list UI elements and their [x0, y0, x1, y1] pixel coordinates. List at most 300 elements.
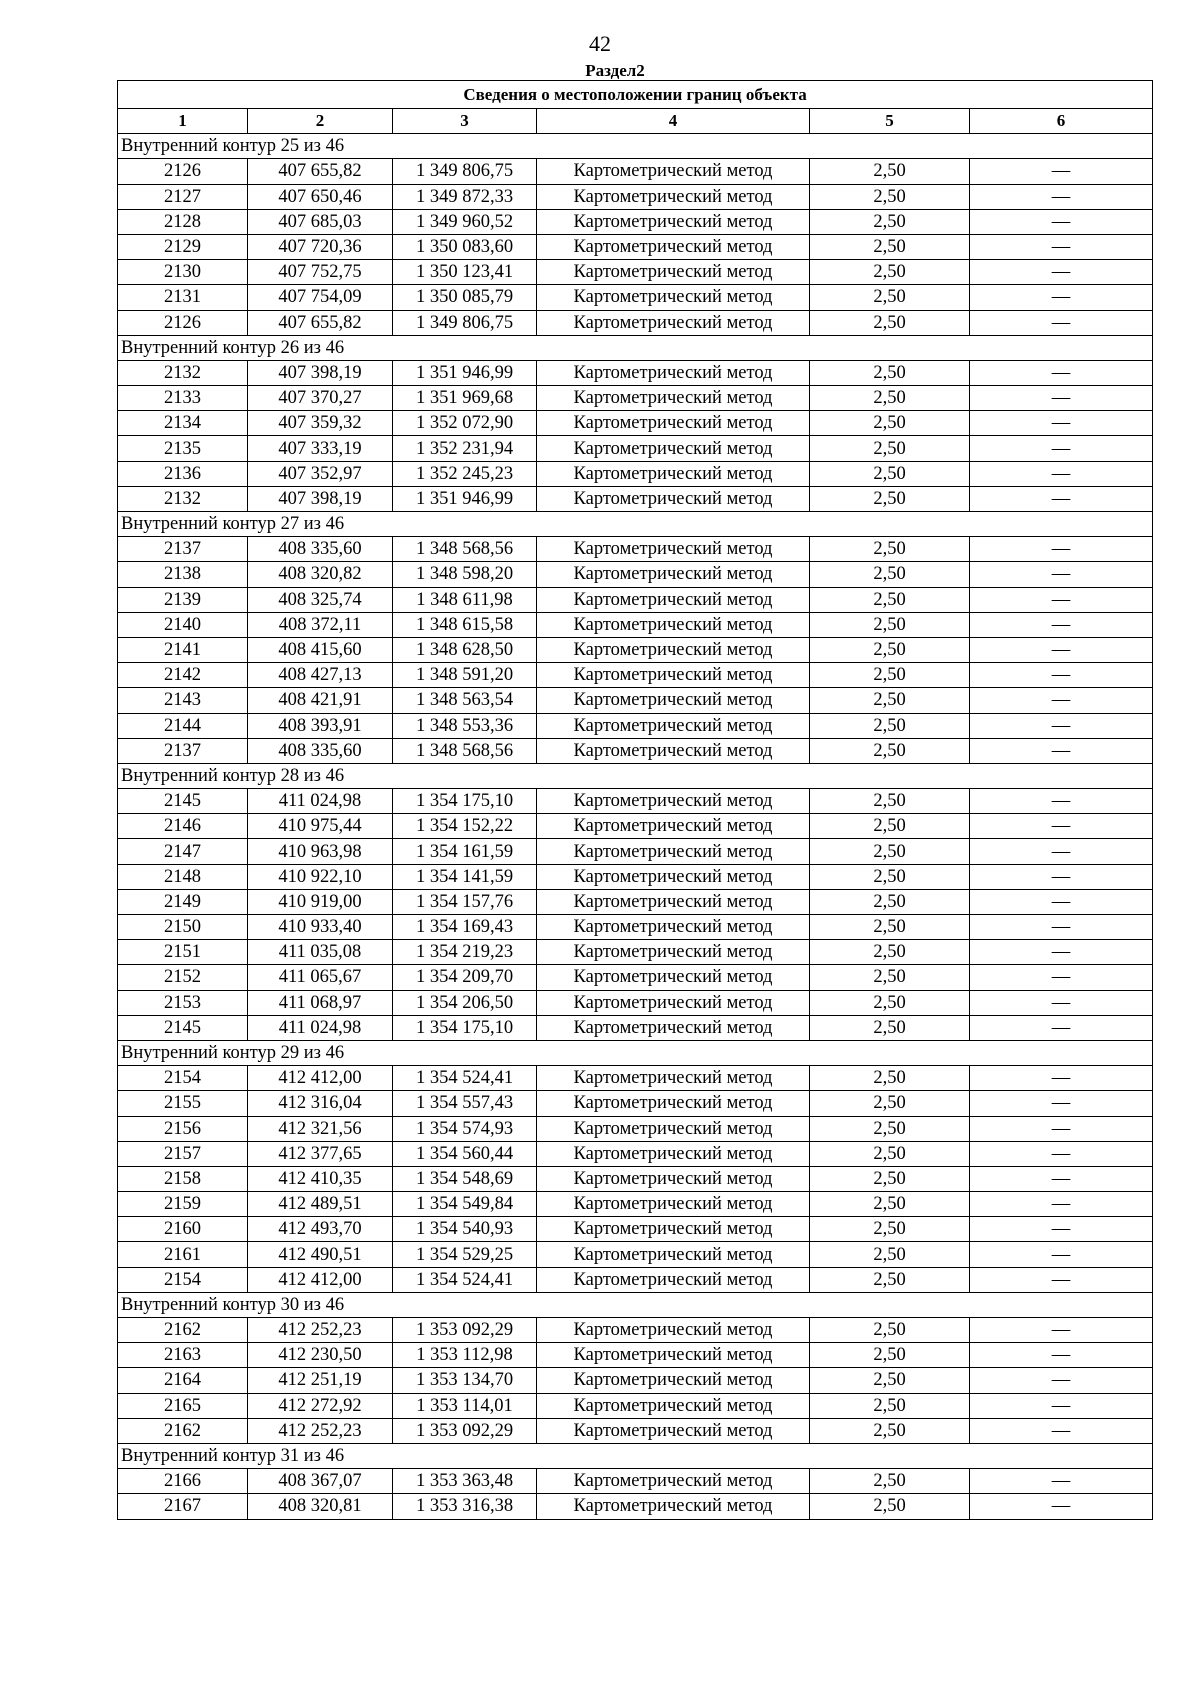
description-cell: — [970, 386, 1153, 411]
accuracy-cell: 2,50 [810, 1267, 970, 1292]
point-number-cell: 2157 [118, 1141, 248, 1166]
description-cell: — [970, 915, 1153, 940]
point-number-cell: 2156 [118, 1116, 248, 1141]
coordinate-x-cell: 411 024,98 [248, 789, 393, 814]
method-cell: Картометрический метод [537, 285, 810, 310]
accuracy-cell: 2,50 [810, 889, 970, 914]
method-cell: Картометрический метод [537, 864, 810, 889]
accuracy-cell: 2,50 [810, 1368, 970, 1393]
coordinate-x-cell: 412 252,23 [248, 1418, 393, 1443]
description-cell: — [970, 486, 1153, 511]
coordinate-x-cell: 412 489,51 [248, 1192, 393, 1217]
accuracy-cell: 2,50 [810, 436, 970, 461]
description-cell: — [970, 889, 1153, 914]
description-cell: — [970, 789, 1153, 814]
coordinate-x-cell: 412 251,19 [248, 1368, 393, 1393]
description-cell: — [970, 814, 1153, 839]
point-number-cell: 2160 [118, 1217, 248, 1242]
table-row [118, 738, 1153, 763]
method-cell: Картометрический метод [537, 1166, 810, 1191]
coordinate-y-cell: 1 348 591,20 [393, 663, 537, 688]
table-row [118, 940, 1153, 965]
coordinate-x-cell: 411 024,98 [248, 1015, 393, 1040]
point-number-cell: 2161 [118, 1242, 248, 1267]
table-row [118, 1141, 1153, 1166]
accuracy-cell: 2,50 [810, 864, 970, 889]
point-number-cell: 2145 [118, 1015, 248, 1040]
method-cell: Картометрический метод [537, 889, 810, 914]
coordinate-y-cell: 1 354 574,93 [393, 1116, 537, 1141]
point-number-cell: 2163 [118, 1343, 248, 1368]
table-row [118, 789, 1153, 814]
description-cell: — [970, 1469, 1153, 1494]
table-row [118, 663, 1153, 688]
column-number-row [118, 109, 1153, 134]
table-row [118, 915, 1153, 940]
description-cell: — [970, 1015, 1153, 1040]
table-row [118, 612, 1153, 637]
description-cell: — [970, 1368, 1153, 1393]
contour-group-row [118, 335, 1153, 360]
coordinate-y-cell: 1 350 123,41 [393, 260, 537, 285]
coordinate-y-cell: 1 353 092,29 [393, 1418, 537, 1443]
accuracy-cell: 2,50 [810, 386, 970, 411]
coordinate-x-cell: 412 321,56 [248, 1116, 393, 1141]
method-cell: Картометрический метод [537, 537, 810, 562]
coordinate-y-cell: 1 348 568,56 [393, 537, 537, 562]
point-number-cell: 2139 [118, 587, 248, 612]
point-number-cell: 2145 [118, 789, 248, 814]
accuracy-cell: 2,50 [810, 738, 970, 763]
table-row [118, 1469, 1153, 1494]
accuracy-cell: 2,50 [810, 940, 970, 965]
method-cell: Картометрический метод [537, 234, 810, 259]
point-number-cell: 2135 [118, 436, 248, 461]
coordinate-x-cell: 408 335,60 [248, 537, 393, 562]
method-cell: Картометрический метод [537, 1066, 810, 1091]
accuracy-cell: 2,50 [810, 1091, 970, 1116]
table-row [118, 814, 1153, 839]
method-cell: Картометрический метод [537, 260, 810, 285]
method-cell: Картометрический метод [537, 184, 810, 209]
description-cell: — [970, 461, 1153, 486]
point-number-cell: 2153 [118, 990, 248, 1015]
coordinate-x-cell: 407 370,27 [248, 386, 393, 411]
accuracy-cell: 2,50 [810, 562, 970, 587]
method-cell: Картометрический метод [537, 940, 810, 965]
description-cell: — [970, 1192, 1153, 1217]
coordinate-y-cell: 1 354 161,59 [393, 839, 537, 864]
accuracy-cell: 2,50 [810, 1343, 970, 1368]
coordinate-y-cell: 1 348 598,20 [393, 562, 537, 587]
accuracy-cell: 2,50 [810, 1192, 970, 1217]
coordinate-x-cell: 408 427,13 [248, 663, 393, 688]
table-row [118, 1015, 1153, 1040]
coordinate-x-cell: 410 933,40 [248, 915, 393, 940]
accuracy-cell: 2,50 [810, 1418, 970, 1443]
point-number-cell: 2137 [118, 738, 248, 763]
page-number: 42 [589, 31, 611, 56]
method-cell: Картометрический метод [537, 1015, 810, 1040]
description-cell: — [970, 360, 1153, 385]
description-cell: — [970, 612, 1153, 637]
point-number-cell: 2134 [118, 411, 248, 436]
table-row [118, 1267, 1153, 1292]
point-number-cell: 2141 [118, 637, 248, 662]
accuracy-cell: 2,50 [810, 486, 970, 511]
point-number-cell: 2133 [118, 386, 248, 411]
method-cell: Картометрический метод [537, 1217, 810, 1242]
coordinate-y-cell: 1 354 209,70 [393, 965, 537, 990]
point-number-cell: 2152 [118, 965, 248, 990]
point-number-cell: 2162 [118, 1418, 248, 1443]
description-cell: — [970, 1343, 1153, 1368]
description-cell: — [970, 411, 1153, 436]
coordinate-x-cell: 407 754,09 [248, 285, 393, 310]
method-cell: Картометрический метод [537, 1318, 810, 1343]
description-cell: — [970, 1494, 1153, 1519]
description-cell: — [970, 688, 1153, 713]
description-cell: — [970, 1217, 1153, 1242]
point-number-cell: 2151 [118, 940, 248, 965]
description-cell: — [970, 1066, 1153, 1091]
accuracy-cell: 2,50 [810, 310, 970, 335]
coordinate-x-cell: 408 372,11 [248, 612, 393, 637]
accuracy-cell: 2,50 [810, 159, 970, 184]
coordinate-y-cell: 1 350 085,79 [393, 285, 537, 310]
accuracy-cell: 2,50 [810, 688, 970, 713]
coordinate-y-cell: 1 353 363,48 [393, 1469, 537, 1494]
method-cell: Картометрический метод [537, 1418, 810, 1443]
coordinate-y-cell: 1 349 806,75 [393, 310, 537, 335]
description-cell: — [970, 562, 1153, 587]
point-number-cell: 2164 [118, 1368, 248, 1393]
coordinate-x-cell: 407 655,82 [248, 310, 393, 335]
method-cell: Картометрический метод [537, 637, 810, 662]
coordinate-x-cell: 412 252,23 [248, 1318, 393, 1343]
method-cell: Картометрический метод [537, 915, 810, 940]
accuracy-cell: 2,50 [810, 1066, 970, 1091]
coordinate-y-cell: 1 349 872,33 [393, 184, 537, 209]
description-cell: — [970, 663, 1153, 688]
method-cell: Картометрический метод [537, 562, 810, 587]
coordinate-y-cell: 1 351 946,99 [393, 486, 537, 511]
coordinate-x-cell: 412 412,00 [248, 1066, 393, 1091]
table-row [118, 1318, 1153, 1343]
point-number-cell: 2162 [118, 1318, 248, 1343]
coordinate-y-cell: 1 354 169,43 [393, 915, 537, 940]
point-number-cell: 2155 [118, 1091, 248, 1116]
table-row [118, 1393, 1153, 1418]
description-cell: — [970, 184, 1153, 209]
coordinate-y-cell: 1 354 175,10 [393, 1015, 537, 1040]
coordinate-x-cell: 411 065,67 [248, 965, 393, 990]
table-row [118, 688, 1153, 713]
coordinate-y-cell: 1 354 206,50 [393, 990, 537, 1015]
contour-group-row [118, 512, 1153, 537]
column-header-6: 6 [970, 109, 1153, 134]
coordinate-y-cell: 1 348 628,50 [393, 637, 537, 662]
coordinate-y-cell: 1 354 219,23 [393, 940, 537, 965]
contour-title: Внутренний контур 28 из 46 [118, 763, 1153, 788]
coordinate-x-cell: 407 398,19 [248, 486, 393, 511]
coordinate-y-cell: 1 352 072,90 [393, 411, 537, 436]
coordinate-y-cell: 1 354 557,43 [393, 1091, 537, 1116]
point-number-cell: 2146 [118, 814, 248, 839]
accuracy-cell: 2,50 [810, 537, 970, 562]
description-cell: — [970, 1267, 1153, 1292]
coordinate-x-cell: 410 975,44 [248, 814, 393, 839]
coordinate-x-cell: 407 398,19 [248, 360, 393, 385]
coordinate-y-cell: 1 354 548,69 [393, 1166, 537, 1191]
description-cell: — [970, 713, 1153, 738]
table-row [118, 234, 1153, 259]
table-row [118, 637, 1153, 662]
method-cell: Картометрический метод [537, 1494, 810, 1519]
method-cell: Картометрический метод [537, 789, 810, 814]
coordinate-y-cell: 1 354 524,41 [393, 1267, 537, 1292]
coordinate-y-cell: 1 348 568,56 [393, 738, 537, 763]
description-cell: — [970, 436, 1153, 461]
description-cell: — [970, 209, 1153, 234]
coordinate-x-cell: 408 325,74 [248, 587, 393, 612]
method-cell: Картометрический метод [537, 1192, 810, 1217]
accuracy-cell: 2,50 [810, 637, 970, 662]
description-cell: — [970, 990, 1153, 1015]
column-header-3: 3 [393, 109, 537, 134]
table-row [118, 285, 1153, 310]
table-row [118, 209, 1153, 234]
contour-group-row [118, 1443, 1153, 1468]
coordinate-y-cell: 1 354 152,22 [393, 814, 537, 839]
table-row [118, 537, 1153, 562]
description-cell: — [970, 1242, 1153, 1267]
table-row [118, 461, 1153, 486]
coordinate-y-cell: 1 348 615,58 [393, 612, 537, 637]
point-number-cell: 2136 [118, 461, 248, 486]
description-cell: — [970, 1318, 1153, 1343]
accuracy-cell: 2,50 [810, 1469, 970, 1494]
coordinate-y-cell: 1 350 083,60 [393, 234, 537, 259]
description-cell: — [970, 537, 1153, 562]
point-number-cell: 2130 [118, 260, 248, 285]
table-row [118, 1091, 1153, 1116]
point-number-cell: 2126 [118, 159, 248, 184]
method-cell: Картометрический метод [537, 1116, 810, 1141]
coordinate-y-cell: 1 353 112,98 [393, 1343, 537, 1368]
accuracy-cell: 2,50 [810, 1015, 970, 1040]
coordinate-x-cell: 408 320,82 [248, 562, 393, 587]
description-cell: — [970, 1393, 1153, 1418]
method-cell: Картометрический метод [537, 738, 810, 763]
method-cell: Картометрический метод [537, 436, 810, 461]
contour-title: Внутренний контур 26 из 46 [118, 335, 1153, 360]
coordinate-y-cell: 1 351 969,68 [393, 386, 537, 411]
contour-title: Внутренний контур 29 из 46 [118, 1040, 1153, 1065]
description-cell: — [970, 159, 1153, 184]
accuracy-cell: 2,50 [810, 411, 970, 436]
coordinate-x-cell: 408 421,91 [248, 688, 393, 713]
table-row [118, 1418, 1153, 1443]
point-number-cell: 2154 [118, 1066, 248, 1091]
table-row [118, 1192, 1153, 1217]
point-number-cell: 2144 [118, 713, 248, 738]
table-row [118, 310, 1153, 335]
method-cell: Картометрический метод [537, 713, 810, 738]
coordinate-x-cell: 410 963,98 [248, 839, 393, 864]
accuracy-cell: 2,50 [810, 839, 970, 864]
coordinate-y-cell: 1 348 563,54 [393, 688, 537, 713]
method-cell: Картометрический метод [537, 411, 810, 436]
column-header-5: 5 [810, 109, 970, 134]
point-number-cell: 2140 [118, 612, 248, 637]
description-cell: — [970, 1418, 1153, 1443]
coordinate-x-cell: 410 919,00 [248, 889, 393, 914]
coordinate-y-cell: 1 354 560,44 [393, 1141, 537, 1166]
point-number-cell: 2166 [118, 1469, 248, 1494]
coordinate-y-cell: 1 349 960,52 [393, 209, 537, 234]
point-number-cell: 2127 [118, 184, 248, 209]
method-cell: Картометрический метод [537, 159, 810, 184]
table-row [118, 1343, 1153, 1368]
point-number-cell: 2149 [118, 889, 248, 914]
method-cell: Картометрический метод [537, 663, 810, 688]
accuracy-cell: 2,50 [810, 461, 970, 486]
coordinate-x-cell: 408 393,91 [248, 713, 393, 738]
coordinate-y-cell: 1 352 245,23 [393, 461, 537, 486]
table-row [118, 965, 1153, 990]
description-cell: — [970, 839, 1153, 864]
point-number-cell: 2137 [118, 537, 248, 562]
accuracy-cell: 2,50 [810, 814, 970, 839]
description-cell: — [970, 1166, 1153, 1191]
method-cell: Картометрический метод [537, 688, 810, 713]
coordinate-x-cell: 412 490,51 [248, 1242, 393, 1267]
contour-group-row [118, 134, 1153, 159]
accuracy-cell: 2,50 [810, 360, 970, 385]
point-number-cell: 2147 [118, 839, 248, 864]
point-number-cell: 2142 [118, 663, 248, 688]
description-cell: — [970, 1141, 1153, 1166]
table-row [118, 1368, 1153, 1393]
accuracy-cell: 2,50 [810, 260, 970, 285]
method-cell: Картометрический метод [537, 310, 810, 335]
method-cell: Картометрический метод [537, 1242, 810, 1267]
coordinate-x-cell: 408 415,60 [248, 637, 393, 662]
coordinate-x-cell: 412 230,50 [248, 1343, 393, 1368]
coordinate-y-cell: 1 354 540,93 [393, 1217, 537, 1242]
point-number-cell: 2126 [118, 310, 248, 335]
table-row [118, 562, 1153, 587]
description-cell: — [970, 864, 1153, 889]
column-header-2: 2 [248, 109, 393, 134]
point-number-cell: 2148 [118, 864, 248, 889]
accuracy-cell: 2,50 [810, 1242, 970, 1267]
accuracy-cell: 2,50 [810, 1393, 970, 1418]
table-row [118, 990, 1153, 1015]
contour-title: Внутренний контур 27 из 46 [118, 512, 1153, 537]
coordinate-y-cell: 1 348 553,36 [393, 713, 537, 738]
table-row [118, 159, 1153, 184]
table-row [118, 436, 1153, 461]
coordinate-y-cell: 1 354 529,25 [393, 1242, 537, 1267]
accuracy-cell: 2,50 [810, 1217, 970, 1242]
coordinate-y-cell: 1 354 524,41 [393, 1066, 537, 1091]
point-number-cell: 2132 [118, 360, 248, 385]
description-cell: — [970, 260, 1153, 285]
table-caption: Сведения о местоположении границ объекта [118, 81, 1153, 109]
table-row [118, 1217, 1153, 1242]
coordinate-x-cell: 412 316,04 [248, 1091, 393, 1116]
table-row [118, 864, 1153, 889]
table-row [118, 486, 1153, 511]
point-number-cell: 2128 [118, 209, 248, 234]
coordinate-y-cell: 1 353 092,29 [393, 1318, 537, 1343]
point-number-cell: 2154 [118, 1267, 248, 1292]
accuracy-cell: 2,50 [810, 587, 970, 612]
coordinate-x-cell: 407 685,03 [248, 209, 393, 234]
method-cell: Картометрический метод [537, 486, 810, 511]
table-row [118, 839, 1153, 864]
description-cell: — [970, 940, 1153, 965]
description-cell: — [970, 965, 1153, 990]
accuracy-cell: 2,50 [810, 1318, 970, 1343]
accuracy-cell: 2,50 [810, 915, 970, 940]
boundary-coordinates-table [117, 80, 1153, 1520]
table-row [118, 1116, 1153, 1141]
description-cell: — [970, 637, 1153, 662]
description-cell: — [970, 587, 1153, 612]
point-number-cell: 2165 [118, 1393, 248, 1418]
method-cell: Картометрический метод [537, 461, 810, 486]
coordinate-x-cell: 411 035,08 [248, 940, 393, 965]
method-cell: Картометрический метод [537, 587, 810, 612]
accuracy-cell: 2,50 [810, 1141, 970, 1166]
coordinate-x-cell: 412 493,70 [248, 1217, 393, 1242]
point-number-cell: 2150 [118, 915, 248, 940]
coordinate-x-cell: 408 320,81 [248, 1494, 393, 1519]
coordinate-y-cell: 1 353 114,01 [393, 1393, 537, 1418]
coordinate-x-cell: 410 922,10 [248, 864, 393, 889]
point-number-cell: 2131 [118, 285, 248, 310]
method-cell: Картометрический метод [537, 1267, 810, 1292]
coordinate-x-cell: 407 655,82 [248, 159, 393, 184]
description-cell: — [970, 285, 1153, 310]
coordinate-y-cell: 1 354 549,84 [393, 1192, 537, 1217]
table-row [118, 1242, 1153, 1267]
method-cell: Картометрический метод [537, 1368, 810, 1393]
description-cell: — [970, 1091, 1153, 1116]
accuracy-cell: 2,50 [810, 1166, 970, 1191]
method-cell: Картометрический метод [537, 990, 810, 1015]
table-caption-row [118, 81, 1153, 109]
point-number-cell: 2143 [118, 688, 248, 713]
coordinate-y-cell: 1 354 157,76 [393, 889, 537, 914]
coordinate-y-cell: 1 354 175,10 [393, 789, 537, 814]
contour-group-row [118, 1292, 1153, 1317]
table-row [118, 411, 1153, 436]
description-cell: — [970, 310, 1153, 335]
accuracy-cell: 2,50 [810, 209, 970, 234]
coordinate-x-cell: 408 367,07 [248, 1469, 393, 1494]
point-number-cell: 2138 [118, 562, 248, 587]
contour-group-row [118, 763, 1153, 788]
table-row [118, 1066, 1153, 1091]
accuracy-cell: 2,50 [810, 1494, 970, 1519]
coordinate-x-cell: 408 335,60 [248, 738, 393, 763]
description-cell: — [970, 234, 1153, 259]
column-header-1: 1 [118, 109, 248, 134]
